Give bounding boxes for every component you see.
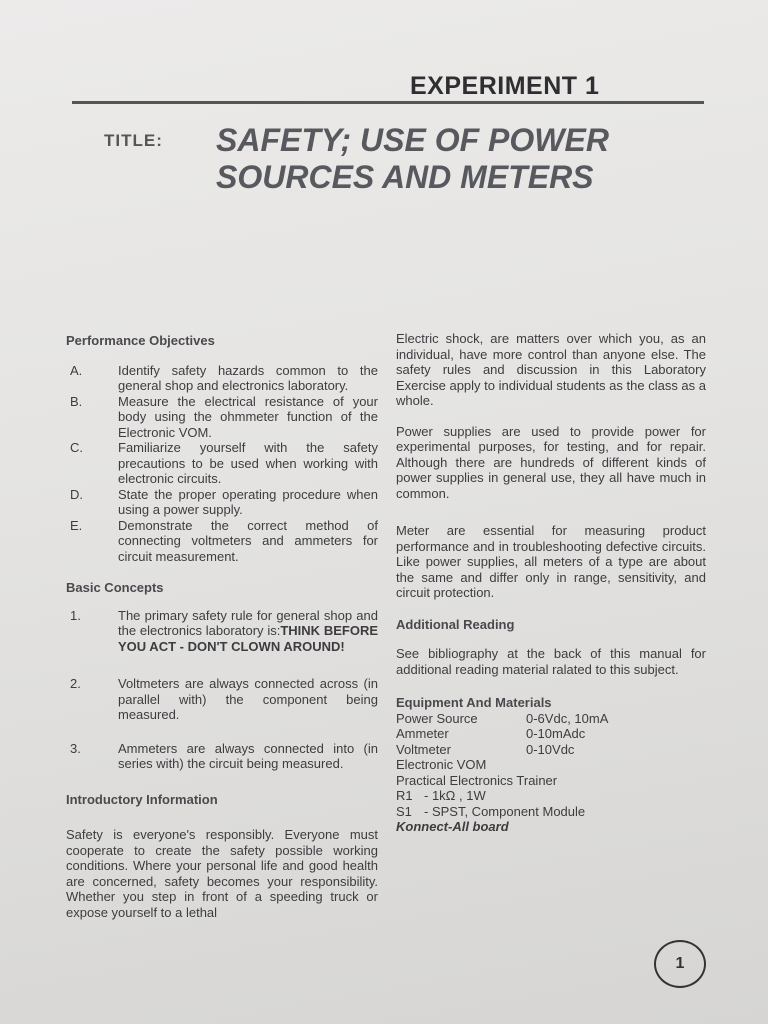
equipment-spec: 0-10Vdc xyxy=(526,741,575,757)
shock-paragraph: Electric shock, are matters over which you, as an individual, have more control than anyone else. The safety rules and discussion in this Laboratory Exercise apply to individual students as the class as a whole. xyxy=(396,331,707,408)
title-line-2: SOURCES AND METERS xyxy=(216,159,594,195)
right-column xyxy=(396,331,706,835)
additional-reading-heading: Additional Reading xyxy=(396,616,515,632)
intro-paragraph: Safety is everyone's responsibly. Everyone must cooperate to create the safety possible working conditions. Where your personal life and good health are concerned, safety becomes your responsibility. Whether you step in front of a speeding truck or expose yourself to a lethal xyxy=(66,827,378,920)
component-spec: - SPST, Component Module xyxy=(424,803,586,819)
objective-item xyxy=(66,363,378,394)
concept-text: Ammeters are always connected into (in series with) the circuit being measured. xyxy=(118,740,378,771)
objective-letter: D. xyxy=(70,486,83,502)
equipment-spec: 0-6Vdc, 10mA xyxy=(526,710,609,726)
equipment-heading: Equipment And Materials xyxy=(396,695,552,710)
equipment-name: Voltmeter xyxy=(396,741,451,757)
header-rule xyxy=(72,101,704,104)
objective-letter: E. xyxy=(70,517,83,533)
objective-letter: C. xyxy=(70,440,83,455)
concept-number: 1. xyxy=(70,607,81,623)
objective-text: Demonstrate the correct method of connecting voltmeters and ammeters for circuit measurement. xyxy=(118,517,378,564)
concept-text xyxy=(118,608,378,655)
intro-heading: Introductory Information xyxy=(66,791,218,807)
equipment-item xyxy=(396,742,706,758)
objectives-heading: Performance Objectives xyxy=(66,333,215,348)
equipment-list xyxy=(396,711,706,835)
objective-text: Identify safety hazards common to the general shop and electronics laboratory. xyxy=(118,362,378,393)
equipment-item: Practical Electronics Trainer xyxy=(396,772,558,788)
objective-text: Familiarize yourself with the safety precautions to be used when working with electronic circuits. xyxy=(118,440,378,486)
basic-concepts-heading: Basic Concepts xyxy=(66,580,164,595)
equipment-spec: 0-10mAdc xyxy=(526,726,586,741)
objective-item xyxy=(66,440,378,487)
objective-text: State the proper operating procedure when using a power supply. xyxy=(118,486,378,517)
power-supplies-paragraph: Power supplies are used to provide power for experimental purposes, for testing, and for repair. Although there are hundreds of different kinds of power supplies in general use, they all have much in common. xyxy=(396,423,706,501)
safety-rule-emphasis: THINK BEFORE YOU ACT - DON'T CLOWN AROUND! xyxy=(118,623,379,654)
experiment-title xyxy=(216,122,609,196)
component-ref: S1 xyxy=(396,803,412,819)
equipment-item: Electronic VOM xyxy=(396,757,487,772)
concept-item xyxy=(66,676,378,723)
left-column xyxy=(66,333,378,920)
concept-item xyxy=(66,741,378,772)
equipment-name: Power Source xyxy=(396,710,478,726)
meters-paragraph: Meter are essential for measuring product performance and in troubleshooting defective circuits. Like power supplies, all meters of a type are about the same and differ only in range, sensitivity, and circuit protection. xyxy=(396,523,706,600)
concept-item xyxy=(66,608,378,655)
board-name: Konnect-All board xyxy=(396,819,509,834)
component-ref: R1 xyxy=(396,788,413,803)
experiment-heading: EXPERIMENT 1 xyxy=(410,72,600,100)
objective-text: Measure the electrical resistance of your body using the ohmmeter function of the Electronic VOM. xyxy=(118,393,378,440)
component-item xyxy=(396,804,706,820)
concept-number: 3. xyxy=(70,740,81,756)
component-item xyxy=(396,788,706,804)
concept-text-plain: The primary safety rule for general shop and the electronics laboratory is: xyxy=(118,607,378,638)
concept-text: Voltmeters are always connected across (in parallel with) the component being measured. xyxy=(118,676,378,722)
title-line-1: SAFETY; USE OF POWER xyxy=(216,122,609,158)
equipment-item xyxy=(396,726,706,742)
concept-number: 2. xyxy=(70,676,81,691)
equipment-name: Ammeter xyxy=(396,726,449,741)
objective-letter: B. xyxy=(70,393,83,409)
objective-item xyxy=(66,487,378,518)
page-number: 1 xyxy=(654,940,706,988)
objectives-list xyxy=(66,363,378,565)
additional-reading-text: See bibliography at the back of this manual for additional reading material ralated to this subject. xyxy=(396,646,706,677)
objective-item xyxy=(66,518,378,565)
objective-letter: A. xyxy=(70,362,83,378)
equipment-item xyxy=(396,711,706,727)
objective-item xyxy=(66,394,378,441)
component-spec: - 1kΩ , 1W xyxy=(424,788,486,803)
title-label: TITLE: xyxy=(104,131,163,150)
